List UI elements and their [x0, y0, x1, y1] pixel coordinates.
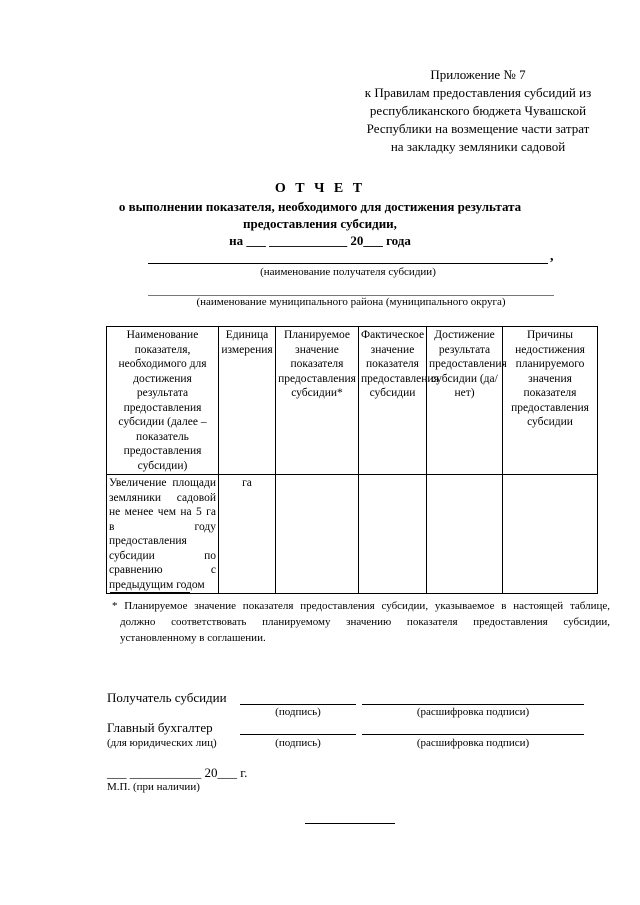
accountant-decode-caption: (расшифровка подписи) [416, 737, 530, 749]
table-header-row [107, 327, 598, 475]
accountant-signature-line[interactable] [240, 734, 356, 735]
report-table [106, 326, 598, 594]
accountant-label: Главный бухгалтер [107, 720, 213, 735]
header-unit: Единица измерения [219, 327, 276, 475]
report-subtitle-line1: о выполнении показателя, необходимого для достижения результата [118, 199, 522, 214]
signature-date: ___ ___________ 20___ г. [107, 765, 248, 780]
appendix-line: на закладку земляники садовой [390, 139, 566, 154]
accountant-signature-caption: (подпись) [275, 737, 321, 749]
report-subtitle [0, 198, 640, 249]
report-heading: О Т Ч Е Т [274, 181, 366, 196]
appendix-line: республиканского бюджета Чувашской [369, 103, 587, 118]
recipient-signature-caption: (подпись) [275, 706, 321, 718]
accountant-decode-line[interactable] [362, 734, 584, 735]
recipient-comma: , [550, 249, 554, 264]
cell-actual[interactable] [359, 475, 427, 594]
appendix-line: Приложение № 7 [430, 67, 526, 82]
header-planned: Планируемое значение показателя предоставления субсидии* [276, 327, 359, 475]
appendix-line: Республики на возмещение части затрат [366, 121, 590, 136]
recipient-signature-line[interactable] [240, 704, 356, 705]
recipient-decode-line[interactable] [362, 704, 584, 705]
cell-planned[interactable] [276, 475, 359, 594]
cell-indicator: Увеличение площади земляники садовой не менее чем на 5 га в году предоставления субсидии по сравнению с предыдущим годом [107, 475, 219, 594]
header-reasons: Причины недостижения планируемого значения показателя предоставления субсидии [503, 327, 598, 475]
table-row [107, 475, 598, 594]
appendix-header [330, 66, 626, 156]
footnote: * Планируемое значение показателя предоставления субсидии, указываемое в настоящей таблице, должно соответствовать планируемому значению показателя предоставления субсидии, установленному в соглашении. [112, 600, 610, 644]
footnote-divider [110, 592, 190, 593]
cell-achieved[interactable] [427, 475, 503, 594]
bottom-divider [305, 823, 395, 824]
header-indicator: Наименование показателя, необходимого для достижения результата предоставления субсидии (далее – показатель предоставления субсидии) [107, 327, 219, 475]
cell-unit: га [219, 475, 276, 594]
header-actual: Фактическое значение показателя предоставления субсидии [359, 327, 427, 475]
accountant-note: (для юридических лиц) [107, 737, 217, 749]
stamp-note: М.П. (при наличии) [107, 781, 200, 793]
recipient-caption: (наименование получателя субсидии) [260, 266, 436, 278]
report-date-line: на ___ ____________ 20___ года [229, 233, 411, 248]
recipient-decode-caption: (расшифровка подписи) [416, 706, 530, 718]
cell-reasons[interactable] [503, 475, 598, 594]
report-subtitle-line2: предоставления субсидии, [243, 216, 397, 231]
appendix-line: к Правилам предоставления субсидий из [364, 85, 592, 100]
recipient-signature-label: Получатель субсидии [107, 690, 227, 705]
header-achieved: Достижение результата предоставления субсидии (да/нет) [427, 327, 503, 475]
recipient-name-line[interactable] [148, 263, 548, 264]
district-caption: (наименование муниципального района (муниципального округа) [196, 296, 506, 308]
